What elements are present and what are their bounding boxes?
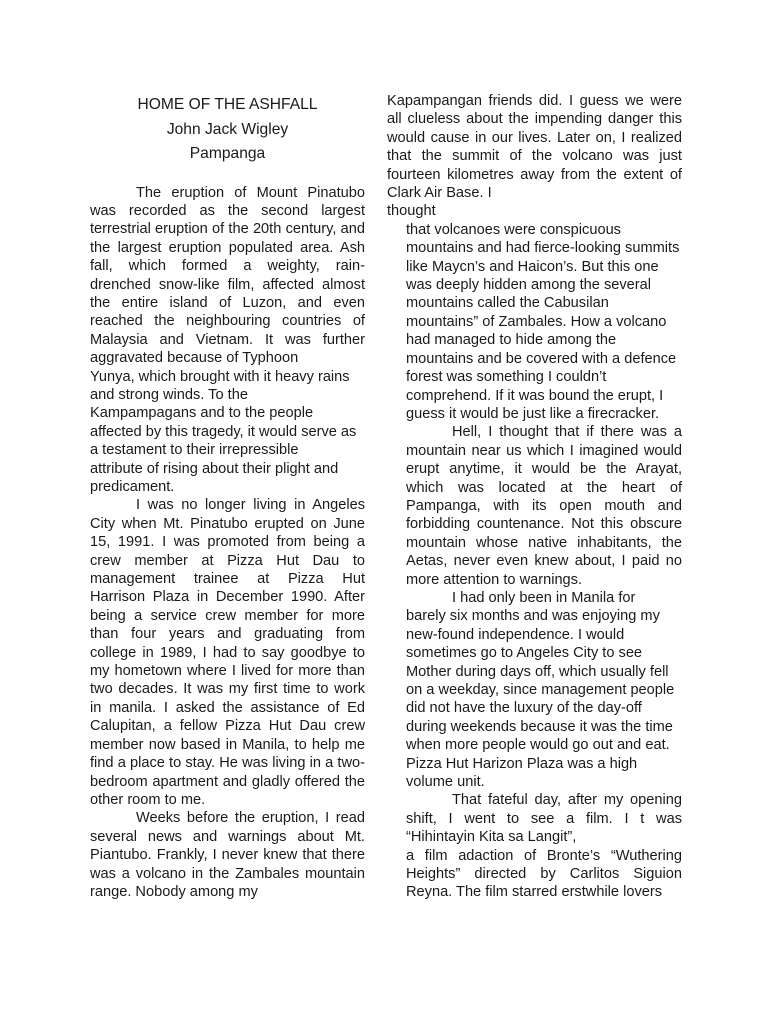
paragraph: thought [387, 203, 436, 220]
paragraph: Kampampagans and to the people affected by this tragedy, it would serve as a testament to their irrepressible [90, 405, 357, 459]
paragraph: The eruption of Mount Pinatubo was recorded as the second largest terrestrial eruption of the 20th century, and the largest eruption populated area. Ash fall, which formed a weighty, rain-drenched snow-like film, affected almost the entire island of Luzon, and even reached the neighbouring countries of Malaysia and Vietnam. It was further aggravated because of Typhoon [90, 184, 365, 367]
paragraph: I had only been in Manila for [452, 589, 636, 606]
paragraph: attribute of rising about their plight and predicament. [90, 460, 339, 495]
paragraph: That fateful day, after my opening shift, I went to see a film. I t was “Hihintayin Kita sa Langit”, [406, 792, 682, 846]
paragraph: Weeks before the eruption, I read several news and warnings about Mt. Piantubo. Frankly, I never knew that there was a volcano in the Zambales mountain range. Nobody among my [90, 810, 365, 900]
paragraph: a film adaction of Bronte’s “Wuthering Heights” directed by Carlitos Siguion Reyna. The film starred erstwhile lovers [406, 847, 682, 901]
indented-block [406, 221, 682, 902]
paragraph: mountains and had fierce-looking summits like Maycn’s and Haicon’s. But this one was deeply hidden among the several mountains called the Cabusilan mountains” of Zambales. How a volcano had managed to hide among the mountains and be covered with a defence forest was something I couldn’t comprehend. If it was bound the erupt, I guess it would be just like a firecracker. [406, 240, 680, 422]
article-header [90, 93, 365, 167]
paragraph: Hell, I thought that if there was a mountain near us which I imagined would erupt anytime, it would be the Arayat, which was located at the heart of Pampanga, with its open mouth and forbidding countenance. Not this obscure mountain whose native inhabitants, the Aetas, never even knew about, I paid no more attention to warnings. [406, 424, 682, 588]
article-author: John Jack Wigley [166, 120, 289, 138]
paragraph: barely six months and was enjoying my new-found independence. I would sometimes go to Angeles City to see Mother during days off, which usually fell on a weekday, since management people did not have the luxury of the day-off during weekends because it was the time when more people would go out and eat. Pizza Hut Harizon Plaza was a high volume unit. [406, 608, 675, 791]
right-column [387, 92, 682, 902]
article-title: HOME OF THE ASHFALL [137, 96, 318, 113]
paragraph: I was no longer living in Angeles City when Mt. Pinatubo erupted on June 15, 1991. I was promoted from being a crew member at Pizza Hut Dau to management trainee at Pizza Hut Harrison Plaza in December 1990. After being a service crew member for more than four years and graduating from college in 1989, I had to say goodbye to my hometown where I lived for more than two decades. It was my first time to work in manila. I asked the assistance of Ed Calupitan, a fellow Pizza Hut Dau crew member now based in Manila, to help me find a place to stay. He was living in a two-bedroom apartment and gladly offered the other room to me. [90, 497, 365, 808]
paragraph: Yunya, which brought with it heavy rains and strong winds. To the [90, 368, 350, 403]
left-column [90, 0, 365, 901]
paragraph: that volcanoes were conspicuous [406, 221, 621, 238]
article-location: Pampanga [189, 145, 266, 162]
paragraph: Kapampangan friends did. I guess we were all clueless about the impending danger this would cause in our lives. Later on, I realized that the summit of the volcano was just fourteen kilometres away from the extent of Clark Air Base. I [387, 93, 682, 202]
